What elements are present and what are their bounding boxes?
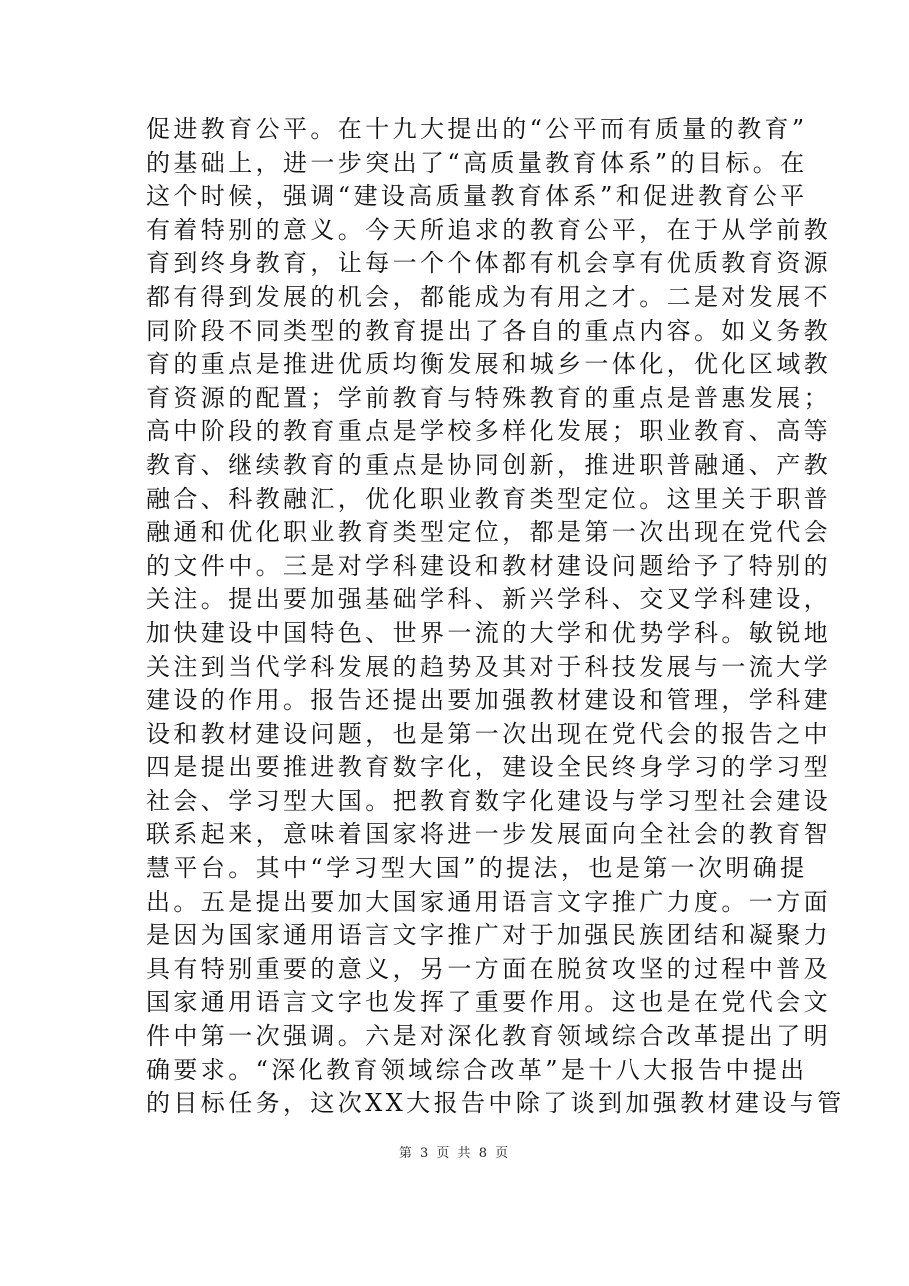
text-line: 同阶段不同类型的教育提出了各自的重点内容。如义务教	[146, 316, 831, 345]
text-line: 具有特别重要的意义，另一方面在脱贫攻坚的过程中普及	[146, 954, 831, 983]
text-line: 联系起来，意味着国家将进一步发展面向全社会的教育智	[146, 820, 831, 849]
text-line: 关注。提出要加强基础学科、新兴学科、交叉学科建设，	[146, 585, 831, 614]
text-line: 育的重点是推进优质均衡发展和城乡一体化，优化区域教	[146, 350, 831, 379]
footer-prefix: 第	[398, 1146, 414, 1161]
text-line: 教育、继续教育的重点是协同创新，推进职普融通、产教	[146, 450, 831, 479]
text-line: 有着特别的意义。今天所追求的教育公平，在于从学前教	[146, 215, 831, 244]
text-line: 件中第一次强调。六是对深化教育领域综合改革提出了明	[146, 1022, 831, 1051]
text-line: 都有得到发展的机会，都能成为有用之才。二是对发展不	[146, 282, 831, 311]
text-line: 融合、科教融汇，优化职业教育类型定位。这里关于职普	[146, 484, 831, 513]
text-line: 这个时候，强调“建设高质量教育体系”和促进教育公平	[146, 182, 808, 211]
text-line: 出。五是提出要加大国家通用语言文字推广力度。一方面	[146, 887, 831, 916]
text-line: 四是提出要推进教育数字化，建设全民终身学习的学习型	[146, 753, 831, 782]
text-line: 关注到当代学科发展的趋势及其对于科技发展与一流大学	[146, 652, 831, 681]
text-line: 国家通用语言文字也发挥了重要作用。这也是在党代会文	[146, 988, 831, 1017]
text-line: 建设的作用。报告还提出要加强教材建设和管理，学科建	[146, 686, 831, 715]
page-footer	[0, 1145, 909, 1163]
text-line: 育资源的配置；学前教育与特殊教育的重点是普惠发展；	[146, 383, 831, 412]
text-line: 高中阶段的教育重点是学校多样化发展；职业教育、高等	[146, 417, 831, 446]
text-line: 确要求。“深化教育领域综合改革”是十八大报告中提出	[146, 1055, 808, 1084]
text-line: 融通和优化职业教育类型定位，都是第一次出现在党代会	[146, 518, 831, 547]
text-line: 慧平台。其中“学习型大国”的提法，也是第一次明确提	[146, 854, 808, 883]
text-line: 设和教材建设问题，也是第一次出现在党代会的报告之中	[146, 719, 831, 748]
text-line: 加快建设中国特色、世界一流的大学和优势学科。敏锐地	[146, 618, 831, 647]
footer-middle: 页 共	[436, 1146, 473, 1161]
text-line: 育到终身教育，让每一个个体都有机会享有优质教育资源	[146, 249, 831, 278]
text-line: 的文件中。三是对学科建设和教材建设问题给予了特别的	[146, 551, 831, 580]
body-text	[146, 113, 845, 1121]
footer-current-page: 3	[420, 1146, 431, 1161]
text-line: 的目标任务，这次XX大报告中除了谈到加强教材建设与管	[146, 1089, 845, 1118]
text-line: 社会、学习型大国。把教育数字化建设与学习型社会建设	[146, 786, 831, 815]
text-line: 促进教育公平。在十九大提出的“公平而有质量的教育”	[146, 115, 808, 143]
footer-suffix: 页	[495, 1146, 511, 1161]
text-line: 的基础上，进一步突出了“高质量教育体系”的目标。在	[146, 148, 808, 177]
footer-total-pages: 8	[478, 1146, 489, 1161]
text-line: 是因为国家通用语言文字推广对于加强民族团结和凝聚力	[146, 921, 831, 950]
